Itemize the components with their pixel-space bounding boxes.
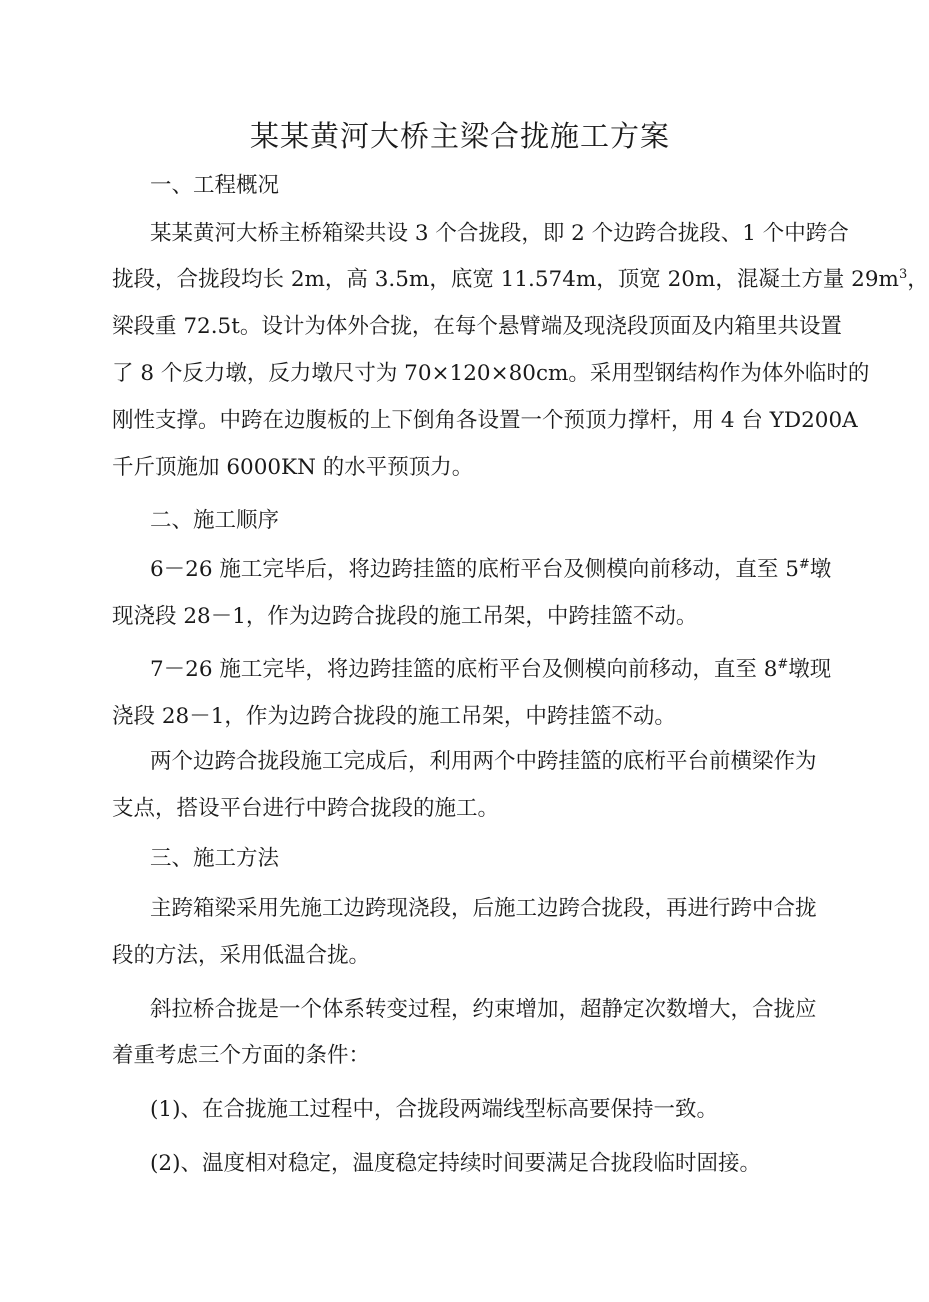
paragraph-line: 某某黄河大桥主桥箱梁共设 3 个合拢段，即 2 个边跨合拢段、1 个中跨合 xyxy=(150,221,849,246)
paragraph-line: 千斤顶施加 6000KN 的水平预顶力。 xyxy=(112,455,474,480)
paragraph-line: 斜拉桥合拢是一个体系转变过程，约束增加，超静定次数增大，合拢应 xyxy=(150,997,817,1022)
section-heading-method: 三、施工方法 xyxy=(150,846,280,871)
paragraph-line: 7－26 施工完毕，将边跨挂篮的底桁平台及侧模向前移动，直至 8#墩现 xyxy=(150,657,832,682)
paragraph-line: 段的方法，采用低温合拢。 xyxy=(112,943,371,968)
paragraph-line: 6－26 施工完毕后，将边跨挂篮的底桁平台及侧模向前移动，直至 5#墩 xyxy=(150,557,832,582)
paragraph-line: 两个边跨合拢段施工完成后，利用两个中跨挂篮的底桁平台前横梁作为 xyxy=(150,749,817,774)
paragraph-line: 着重考虑三个方面的条件： xyxy=(112,1043,371,1068)
list-item: (1)、在合拢施工过程中，合拢段两端线型标高要保持一致。 xyxy=(150,1097,718,1122)
paragraph-line: 主跨箱梁采用先施工边跨现浇段，后施工边跨合拢段，再进行跨中合拢 xyxy=(150,896,817,921)
document-title: 某某黄河大桥主梁合拢施工方案 xyxy=(249,119,670,153)
paragraph-line: 刚性支撑。中跨在边腹板的上下倒角各设置一个预顶力撑杆，用 4 台 YD200A xyxy=(112,408,858,433)
section-heading-sequence: 二、施工顺序 xyxy=(150,508,280,533)
superscript: # xyxy=(798,557,810,572)
paragraph-line: 现浇段 28－1，作为边跨合拢段的施工吊架，中跨挂篮不动。 xyxy=(112,604,698,629)
paragraph-line: 梁段重 72.5t。设计为体外合拢，在每个悬臂端及现浇段顶面及内箱里共设置 xyxy=(112,314,842,339)
list-item: (2)、温度相对稳定，温度稳定持续时间要满足合拢段临时固接。 xyxy=(150,1151,761,1176)
superscript: 3 xyxy=(898,267,908,282)
paragraph-line: 浇段 28－1，作为边跨合拢段的施工吊架，中跨挂篮不动。 xyxy=(112,704,676,729)
paragraph-line: 了 8 个反力墩，反力墩尺寸为 70×120×80cm。采用型钢结构作为体外临时的 xyxy=(112,361,870,386)
section-heading-overview: 一、工程概况 xyxy=(150,173,280,198)
paragraph-line: 支点，搭设平台进行中跨合拢段的施工。 xyxy=(112,796,500,821)
paragraph-line: 拢段，合拢段均长 2m，高 3.5m，底宽 11.574m，顶宽 20m，混凝土方量 $29m^3$， xyxy=(112,267,929,292)
superscript: # xyxy=(777,657,789,672)
